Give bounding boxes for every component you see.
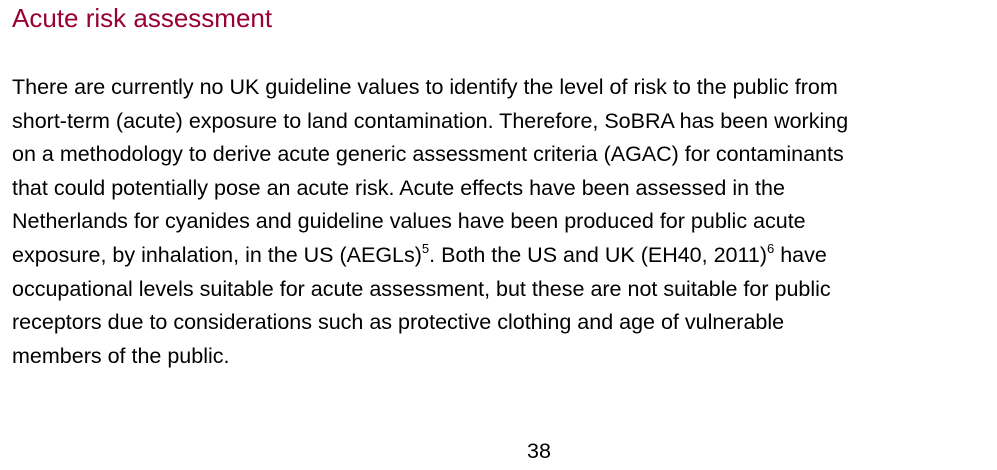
paragraph-line: on a methodology to derive acute generic assessment criteria (AGAC) for contaminants (12, 142, 844, 167)
paragraph-line: Netherlands for cyanides and guideline values have been produced for public acute (12, 209, 806, 234)
section-heading: Acute risk assessment (12, 3, 273, 33)
page-number: 38 (527, 439, 551, 463)
paragraph-line: members of the public. (12, 343, 230, 368)
paragraph-line: occupational levels suitable for acute assessment, but these are not suitable for public (12, 276, 831, 301)
footnote-reference-6[interactable]: 6 (766, 240, 775, 256)
paragraph-line (12, 239, 992, 273)
body-paragraph (12, 71, 992, 373)
line-segment: . Both the US and UK (EH40, 2011) (429, 242, 767, 267)
footnote-reference-5[interactable]: 5 (421, 240, 430, 256)
paragraph-line: short-term (acute) exposure to land contamination. Therefore, SoBRA has been working (12, 108, 849, 133)
line-segment: have (774, 242, 827, 267)
line-segment: exposure, by inhalation, in the US (AEGLs) (12, 242, 422, 267)
paragraph-line: There are currently no UK guideline values to identify the level of risk to the public from (12, 75, 838, 99)
paragraph-line: that could potentially pose an acute risk. Acute effects have been assessed in the (12, 175, 785, 200)
paragraph-line: receptors due to considerations such as protective clothing and age of vulnerable (12, 310, 785, 335)
